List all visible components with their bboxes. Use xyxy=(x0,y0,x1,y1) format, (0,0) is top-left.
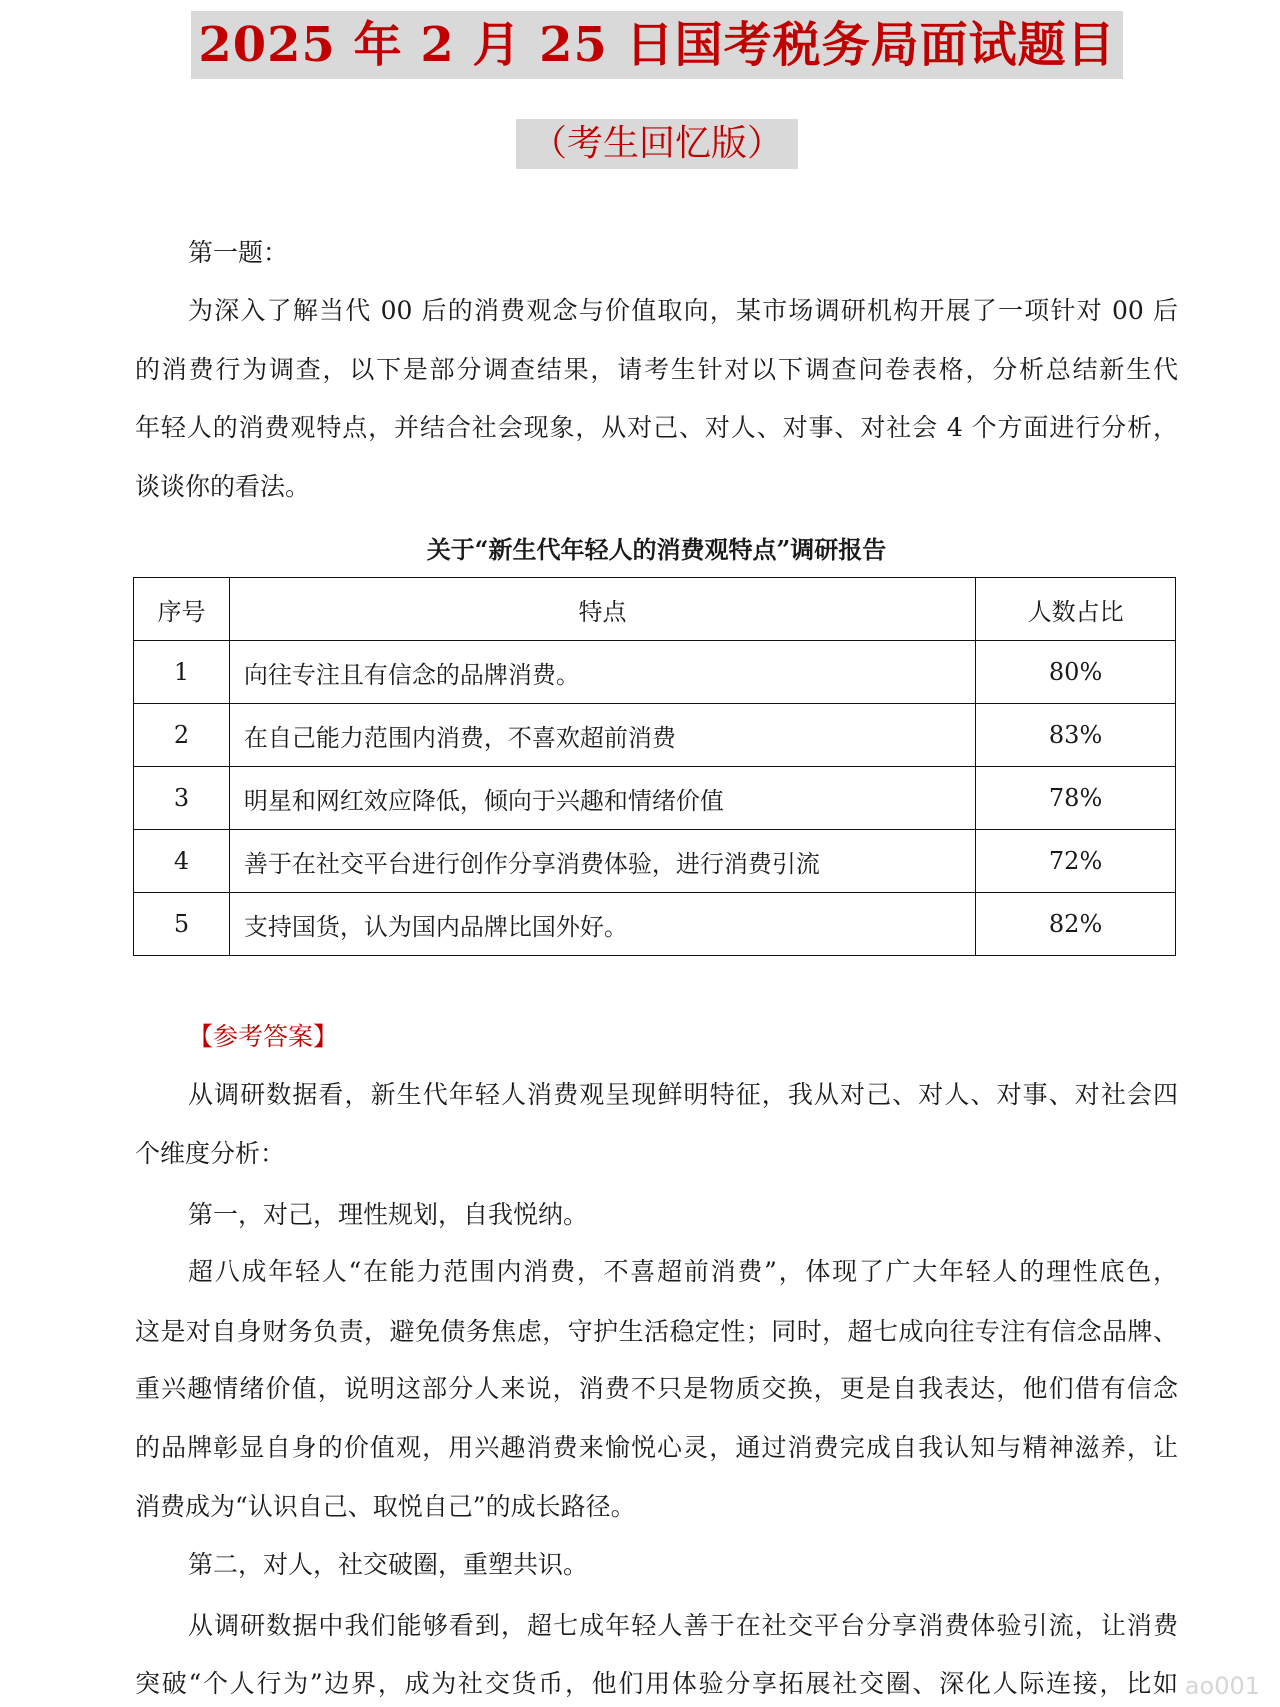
question-line: 的消费行为调查，以下是部分调查结果，请考生针对以下调查问卷表格，分析总结新生代 xyxy=(135,355,1178,384)
row-percent: 72% xyxy=(976,830,1176,893)
table-row xyxy=(134,704,1176,767)
answer-line: 第二，对人，社交破圈，重塑共识。 xyxy=(188,1550,589,1579)
header-feature: 特点 xyxy=(229,578,975,641)
watermark: ao001 xyxy=(1184,1672,1260,1700)
question-label: 第一题： xyxy=(188,238,289,267)
table-row xyxy=(134,641,1176,704)
question-line: 谈谈你的看法。 xyxy=(135,472,311,501)
answer-line: 这是对自身财务负责，避免债务焦虑，守护生活稳定性；同时，超七成向往专注有信念品牌、 xyxy=(135,1317,1178,1346)
table-row xyxy=(134,830,1176,893)
table-caption: 关于“新生代年轻人的消费观特点”调研报告 xyxy=(426,535,887,564)
header-index: 序号 xyxy=(134,578,230,641)
answer-line: 从调研数据中我们能够看到，超七成年轻人善于在社交平台分享消费体验引流，让消费 xyxy=(188,1611,1178,1640)
table-header-row xyxy=(134,578,1176,641)
row-index: 1 xyxy=(134,641,230,704)
row-percent: 80% xyxy=(976,641,1176,704)
answer-label: 【参考答案】 xyxy=(188,1022,339,1051)
row-percent: 78% xyxy=(976,767,1176,830)
table-row xyxy=(134,893,1176,956)
answer-line: 突破“个人行为”边界，成为社交货币，他们用体验分享拓展社交圈、深化人际连接，比如 xyxy=(135,1669,1178,1698)
answer-line: 超八成年轻人“在能力范围内消费，不喜超前消费”，体现了广大年轻人的理性底色， xyxy=(188,1257,1178,1286)
row-index: 3 xyxy=(134,767,230,830)
answer-line: 消费成为“认识自己、取悦自己”的成长路径。 xyxy=(135,1492,636,1521)
document-title: 2025 年 2 月 25 日国考税务局面试题目 xyxy=(191,11,1123,79)
row-percent: 83% xyxy=(976,704,1176,767)
row-index: 2 xyxy=(134,704,230,767)
row-percent: 82% xyxy=(976,893,1176,956)
question-line: 年轻人的消费观特点，并结合社会现象，从对己、对人、对事、对社会 4 个方面进行分析， xyxy=(135,413,1178,442)
answer-line: 重兴趣情绪价值，说明这部分人来说，消费不只是物质交换，更是自我表达，他们借有信念 xyxy=(135,1374,1178,1403)
survey-table xyxy=(133,577,1176,956)
row-feature: 善于在社交平台进行创作分享消费体验，进行消费引流 xyxy=(229,830,975,893)
answer-line: 从调研数据看，新生代年轻人消费观呈现鲜明特征，我从对己、对人、对事、对社会四 xyxy=(188,1080,1178,1109)
answer-line: 的品牌彰显自身的价值观，用兴趣消费来愉悦心灵，通过消费完成自我认知与精神滋养，让 xyxy=(135,1433,1178,1462)
document-subtitle: （考生回忆版） xyxy=(516,119,798,169)
row-index: 5 xyxy=(134,893,230,956)
row-feature: 明星和网红效应降低，倾向于兴趣和情绪价值 xyxy=(229,767,975,830)
row-feature: 支持国货，认为国内品牌比国外好。 xyxy=(229,893,975,956)
question-line: 为深入了解当代 00 后的消费观念与价值取向，某市场调研机构开展了一项针对 00 后 xyxy=(188,296,1178,325)
row-index: 4 xyxy=(134,830,230,893)
row-feature: 在自己能力范围内消费，不喜欢超前消费 xyxy=(229,704,975,767)
answer-line: 个维度分析： xyxy=(135,1139,286,1168)
row-feature: 向往专注且有信念的品牌消费。 xyxy=(229,641,975,704)
table-row xyxy=(134,767,1176,830)
header-percent: 人数占比 xyxy=(976,578,1176,641)
answer-line: 第一，对己，理性规划，自我悦纳。 xyxy=(188,1200,589,1229)
